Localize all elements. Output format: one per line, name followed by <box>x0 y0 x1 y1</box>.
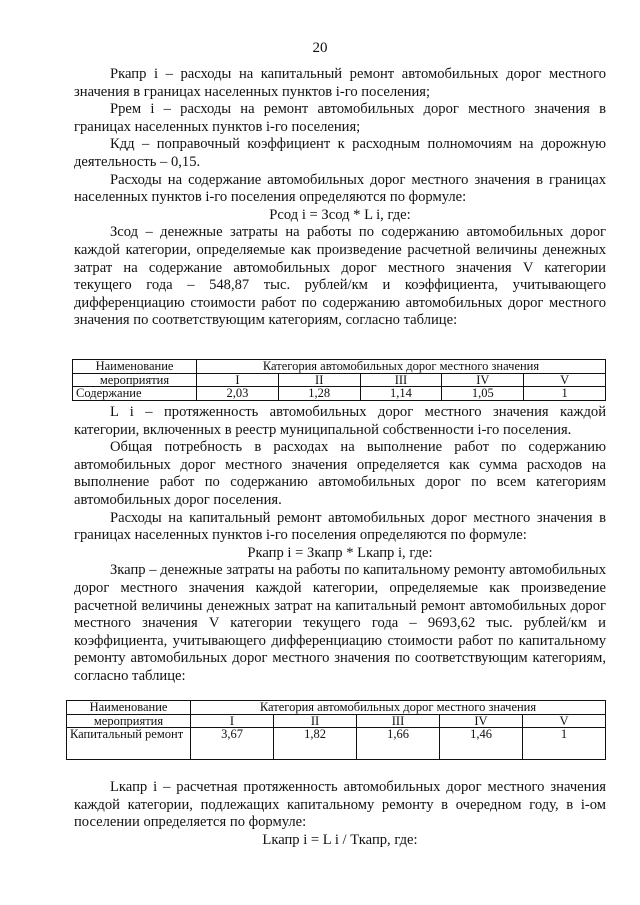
table-row <box>67 714 606 728</box>
table-cell: 1,66 <box>357 728 440 760</box>
paragraph: Расходы на капитальный ремонт автомобильных дорог местного значения в границах населенных пунктов i-го поселения определяются по формуле: <box>74 509 606 544</box>
table-cell: 1 <box>523 728 606 760</box>
text-block-1 <box>74 66 606 330</box>
paragraph: Ррем i – расходы на ремонт автомобильных дорог местного значения в границах населенных пунктов i-го поселения; <box>74 101 606 135</box>
table-cell: 1 <box>524 387 606 401</box>
formula: Ркапр i = Зкапр * Lкапр i, где: <box>247 544 433 561</box>
category-header: I <box>197 373 279 387</box>
table-header-cell: мероприятия <box>67 714 191 728</box>
table-row <box>67 701 606 715</box>
category-header: IV <box>440 714 523 728</box>
category-header: V <box>524 373 606 387</box>
coefficients-table-maintenance <box>72 359 606 401</box>
table-row <box>73 360 606 374</box>
table-cell: 1,46 <box>440 728 523 760</box>
category-header: II <box>274 714 357 728</box>
table-row <box>73 387 606 401</box>
category-header: I <box>191 714 274 728</box>
paragraph: Зкапр – денежные затраты на работы по капитальному ремонту автомобильных дорог местного значения каждой категории, определяемые как произведение расчетной величины денежных затрат на капитальный ремонт автомобильных дорог местного значения V категории текущего года – 9693,62 тыс. рублей/км и коэффициента, учитывающего дифференциацию стоимости работ по капитальному ремонту автомобильных дорог местного значения по соответствующим категориям, согласно таблице: <box>74 562 606 684</box>
row-label: Содержание <box>73 387 197 401</box>
text-block-3 <box>74 779 606 849</box>
table-cell: 1,14 <box>360 387 442 401</box>
table-header-cell: Наименование <box>67 701 191 715</box>
coefficients-table-capital-repair <box>66 700 606 760</box>
table-group-header: Категория автомобильных дорог местного значения <box>191 701 606 715</box>
table-group-header: Категория автомобильных дорог местного значения <box>197 360 606 374</box>
paragraph: Lкапр i – расчетная протяженность автомобильных дорог местного значения каждой категории, подлежащих капитальному ремонту в очередном году, в i-ом поселении определяется по формуле: <box>74 779 606 831</box>
category-header: IV <box>442 373 524 387</box>
paragraph: L i – протяженность автомобильных дорог местного значения каждой категории, включенных в реестр муниципальной собственности i-го поселения. <box>74 404 606 438</box>
category-header: V <box>523 714 606 728</box>
table-cell: 2,03 <box>197 387 279 401</box>
table-cell: 3,67 <box>191 728 274 760</box>
paragraph: Расходы на содержание автомобильных дорог местного значения в границах населенных пунктов i-го поселения определяются по формуле: <box>74 171 606 206</box>
row-label: Капитальный ремонт <box>67 728 191 760</box>
table-header-cell: Наименование <box>73 360 197 374</box>
table-cell: 1,05 <box>442 387 524 401</box>
paragraph: Зсод – денежные затраты на работы по содержанию автомобильных дорог каждой категории, определяемые как произведение расчетной величины денежных затрат на содержание автомобильных дорог местного значения V категории текущего года – 548,87 тыс. рублей/км и коэффициента, учитывающего дифференциацию стоимости работ по содержанию автомобильных дорог местного значения по соответствующим категориям, согласно таблице: <box>74 224 606 329</box>
formula: Рсод i = Зсод * L i, где: <box>269 206 411 223</box>
table-row <box>67 728 606 760</box>
paragraph: Общая потребность в расходах на выполнение работ по содержанию автомобильных дорог местного значения определяется как сумма расходов на выполнение работ по содержанию автомобильных дорог по всем категориям автомобильных дорог поселения. <box>74 439 606 508</box>
paragraph: Ркапр i – расходы на капитальный ремонт автомобильных дорог местного значения в границах населенных пунктов i-го поселения; <box>74 66 606 100</box>
paragraph: Кдд – поправочный коэффициент к расходным полномочиям на дорожную деятельность – 0,15. <box>74 136 606 170</box>
formula: Lкапр i = L i / Ткапр, где: <box>262 831 418 848</box>
table-header-cell: мероприятия <box>73 373 197 387</box>
text-block-2 <box>74 404 606 686</box>
table-cell: 1,28 <box>278 387 360 401</box>
table-cell: 1,82 <box>274 728 357 760</box>
category-header: II <box>278 373 360 387</box>
category-header: III <box>357 714 440 728</box>
table-row <box>73 373 606 387</box>
category-header: III <box>360 373 442 387</box>
page-number: 20 <box>312 40 328 56</box>
